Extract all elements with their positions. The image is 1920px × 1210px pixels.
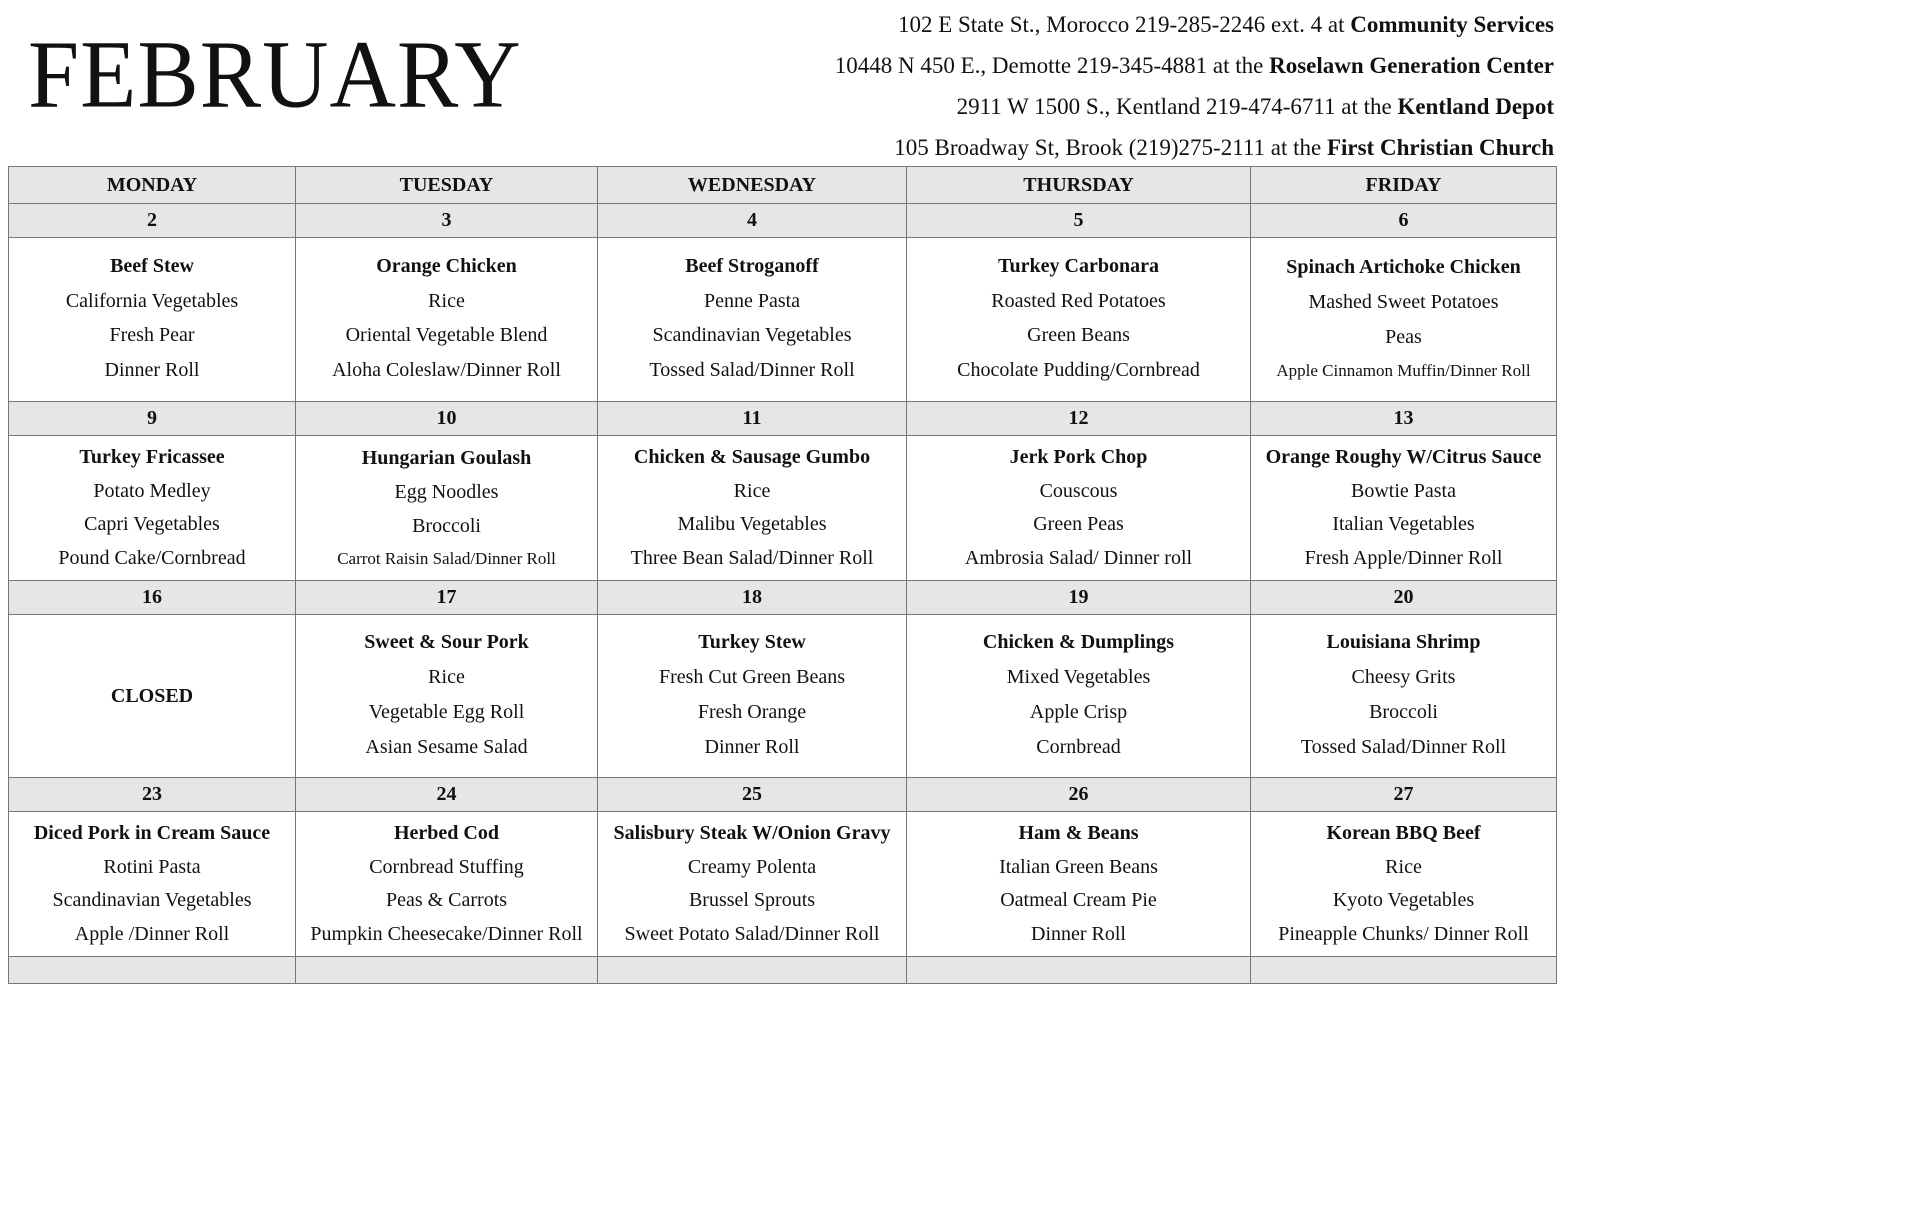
side-dish: Vegetable Egg Roll [368,701,525,723]
side-dish: Dinner Roll [104,358,200,381]
side-dish: Italian Vegetables [1332,513,1475,536]
meal-cell [907,436,1251,581]
meal-item [1251,238,1556,401]
main-dish: Chicken & Dumplings [982,631,1175,653]
main-dish: Turkey Stew [698,631,806,653]
meal-cell [907,238,1251,402]
meal-item [296,812,597,956]
side-dish: Rice [428,666,465,688]
side-dish: Tossed Salad/Dinner Roll [1300,736,1507,758]
meal-cell [1251,615,1557,778]
meal-item [907,238,1250,401]
meal-item [296,238,597,401]
side-dish: Italian Green Beans [999,855,1158,878]
meal-cell [598,436,907,581]
date-row [9,204,1557,238]
date-cell: 17 [296,581,598,615]
side-dish: Rice [428,289,465,312]
date-cell: 9 [9,402,296,436]
side-dish: Apple Crisp [1029,701,1128,723]
side-dish: Asian Sesame Salad [365,736,528,758]
side-dish: Fresh Apple/Dinner Roll [1304,546,1503,569]
side-dish: Brussel Sprouts [688,889,816,912]
meal-cell [598,812,907,957]
meal-row [9,238,1557,402]
meal-item [907,615,1250,777]
side-dish: Pound Cake/Cornbread [58,546,246,569]
side-dish: Broccoli [1369,701,1438,723]
side-dish: Ambrosia Salad/ Dinner roll [964,546,1193,569]
location-line: 105 Broadway St, Brook (219)275-2111 at the First Christian Church [894,135,1554,160]
meal-cell [9,238,296,402]
meal-cell [907,812,1251,957]
side-dish: Three Bean Salad/Dinner Roll [630,546,874,569]
meal-item [296,436,597,580]
side-dish: Dinner Roll [704,736,800,758]
date-row [9,402,1557,436]
weekday-header: TUESDAY [296,167,598,204]
meal-cell [1251,812,1557,957]
date-cell: 24 [296,778,598,812]
side-dish: Peas [1385,326,1422,348]
side-dish: Tossed Salad/Dinner Roll [649,358,855,381]
side-dish: Broccoli [412,515,481,537]
meal-cell [598,615,907,778]
date-row [9,778,1557,812]
weekday-header-row [9,167,1557,204]
meal-item [9,812,295,956]
date-cell: 2 [9,204,296,238]
weekday-header: THURSDAY [907,167,1251,204]
locations-list [574,4,1554,168]
blank-cell [1251,957,1557,984]
main-dish: Louisiana Shrimp [1326,631,1481,653]
meal-row [9,436,1557,581]
main-dish: Herbed Cod [394,822,499,845]
main-dish: Salisbury Steak W/Onion Gravy [613,822,891,845]
date-cell: 23 [9,778,296,812]
side-dish: Carrot Raisin Salad/Dinner Roll [337,549,556,568]
main-dish: Diced Pork in Cream Sauce [33,822,271,845]
side-dish: Rotini Pasta [103,855,201,878]
side-dish: Oriental Vegetable Blend [345,324,548,347]
date-cell: 5 [907,204,1251,238]
side-dish: Sweet Potato Salad/Dinner Roll [624,922,880,945]
meal-cell [9,436,296,581]
date-cell: 3 [296,204,598,238]
location-place: Kentland Depot [1397,94,1554,119]
meal-cell [9,615,296,778]
side-dish: Apple /Dinner Roll [74,922,230,945]
main-dish: Korean BBQ Beef [1326,822,1481,845]
date-cell: 12 [907,402,1251,436]
side-dish: Roasted Red Potatoes [991,289,1166,312]
meal-cell [1251,238,1557,402]
date-cell: 6 [1251,204,1557,238]
side-dish: California Vegetables [65,289,239,312]
side-dish: Mashed Sweet Potatoes [1308,291,1499,313]
weekday-header: FRIDAY [1251,167,1557,204]
main-dish: Spinach Artichoke Chicken [1286,256,1521,278]
main-dish: Sweet & Sour Pork [364,631,529,653]
meal-cell [907,615,1251,778]
side-dish: Rice [733,479,771,502]
meal-item [296,615,597,777]
meal-row [9,615,1557,778]
date-cell: 4 [598,204,907,238]
meal-item [1251,812,1556,956]
date-cell: 27 [1251,778,1557,812]
weekday-header: WEDNESDAY [598,167,907,204]
blank-cell [296,957,598,984]
meal-cell [598,238,907,402]
main-dish: Beef Stroganoff [685,255,819,278]
meal-item [907,436,1250,580]
side-dish: Cornbread Stuffing [369,855,524,878]
main-dish: Jerk Pork Chop [1009,446,1148,469]
meal-cell [1251,436,1557,581]
side-dish: Scandinavian Vegetables [652,324,852,347]
side-dish: Dinner Roll [1031,922,1126,945]
side-dish: Pumpkin Cheesecake/Dinner Roll [310,922,583,945]
main-dish: Turkey Fricassee [79,446,225,469]
side-dish: Aloha Coleslaw/Dinner Roll [332,358,561,381]
date-row [9,581,1557,615]
side-dish: Oatmeal Cream Pie [1000,889,1157,912]
meal-item [598,812,906,956]
side-dish: Chocolate Pudding/Cornbread [957,358,1200,381]
menu-calendar [8,166,1557,984]
date-cell: 26 [907,778,1251,812]
side-dish: Green Peas [1033,513,1124,536]
side-dish: Fresh Cut Green Beans [658,666,846,688]
date-cell: 19 [907,581,1251,615]
blank-cell [9,957,296,984]
meal-row [9,812,1557,957]
date-cell: 16 [9,581,296,615]
page-title: FEBRUARY [28,20,522,128]
main-dish: Turkey Carbonara [998,255,1159,278]
date-cell: 11 [598,402,907,436]
main-dish: Hungarian Goulash [361,447,532,469]
location-line: 10448 N 450 E., Demotte 219-345-4881 at the Roselawn Generation Center [834,53,1554,78]
side-dish: Cornbread [1036,736,1121,758]
location-line: 2911 W 1500 S., Kentland 219-474-6711 at the Kentland Depot [956,94,1554,119]
meal-cell [296,238,598,402]
meal-item [9,238,295,401]
main-dish: Orange Chicken [376,255,517,278]
side-dish: Green Beans [1027,324,1130,347]
main-dish: Beef Stew [110,255,194,278]
side-dish: Capri Vegetables [84,513,220,536]
main-dish: Chicken & Sausage Gumbo [633,446,871,469]
main-dish: Ham & Beans [1018,822,1139,845]
blank-cell [907,957,1251,984]
date-cell: 13 [1251,402,1557,436]
location-place: First Christian Church [1326,135,1554,160]
blank-cell [598,957,907,984]
side-dish: Egg Noodles [394,481,499,503]
side-dish: Penne Pasta [703,289,801,312]
side-dish: Mixed Vegetables [1006,666,1151,688]
side-dish: Potato Medley [93,479,211,502]
location-line: 102 E State St., Morocco 219-285-2246 ext. 4 at Community Services [897,12,1554,37]
date-cell: 20 [1251,581,1557,615]
location-place: Roselawn Generation Center [1269,53,1554,78]
side-dish: Fresh Pear [109,324,195,347]
meal-cell [296,436,598,581]
side-dish: Couscous [1039,479,1118,502]
side-dish: Apple Cinnamon Muffin/Dinner Roll [1276,361,1531,380]
side-dish: Kyoto Vegetables [1332,889,1475,912]
date-cell: 25 [598,778,907,812]
weekday-header: MONDAY [9,167,296,204]
meal-cell [296,615,598,778]
side-dish: Creamy Polenta [687,855,817,878]
date-cell: 10 [296,402,598,436]
date-cell: 18 [598,581,907,615]
meal-cell [296,812,598,957]
side-dish: Peas & Carrots [385,889,508,912]
closed-label: CLOSED [110,684,194,707]
location-place: Community Services [1350,12,1554,37]
side-dish: Cheesy Grits [1351,666,1456,688]
side-dish: Bowtie Pasta [1351,479,1456,502]
side-dish: Malibu Vegetables [677,513,827,536]
meal-item [1251,436,1556,580]
side-dish: Scandinavian Vegetables [52,889,252,912]
meal-cell [9,812,296,957]
blank-row [9,957,1557,984]
meal-item [907,812,1250,956]
side-dish: Fresh Orange [697,701,807,723]
side-dish: Pineapple Chunks/ Dinner Roll [1278,922,1529,945]
side-dish: Rice [1385,855,1422,878]
meal-item [598,436,906,580]
main-dish: Orange Roughy W/Citrus Sauce [1265,446,1542,469]
meal-item [598,238,906,401]
meal-item [9,436,295,580]
meal-item [598,615,906,777]
meal-item [1251,615,1556,777]
